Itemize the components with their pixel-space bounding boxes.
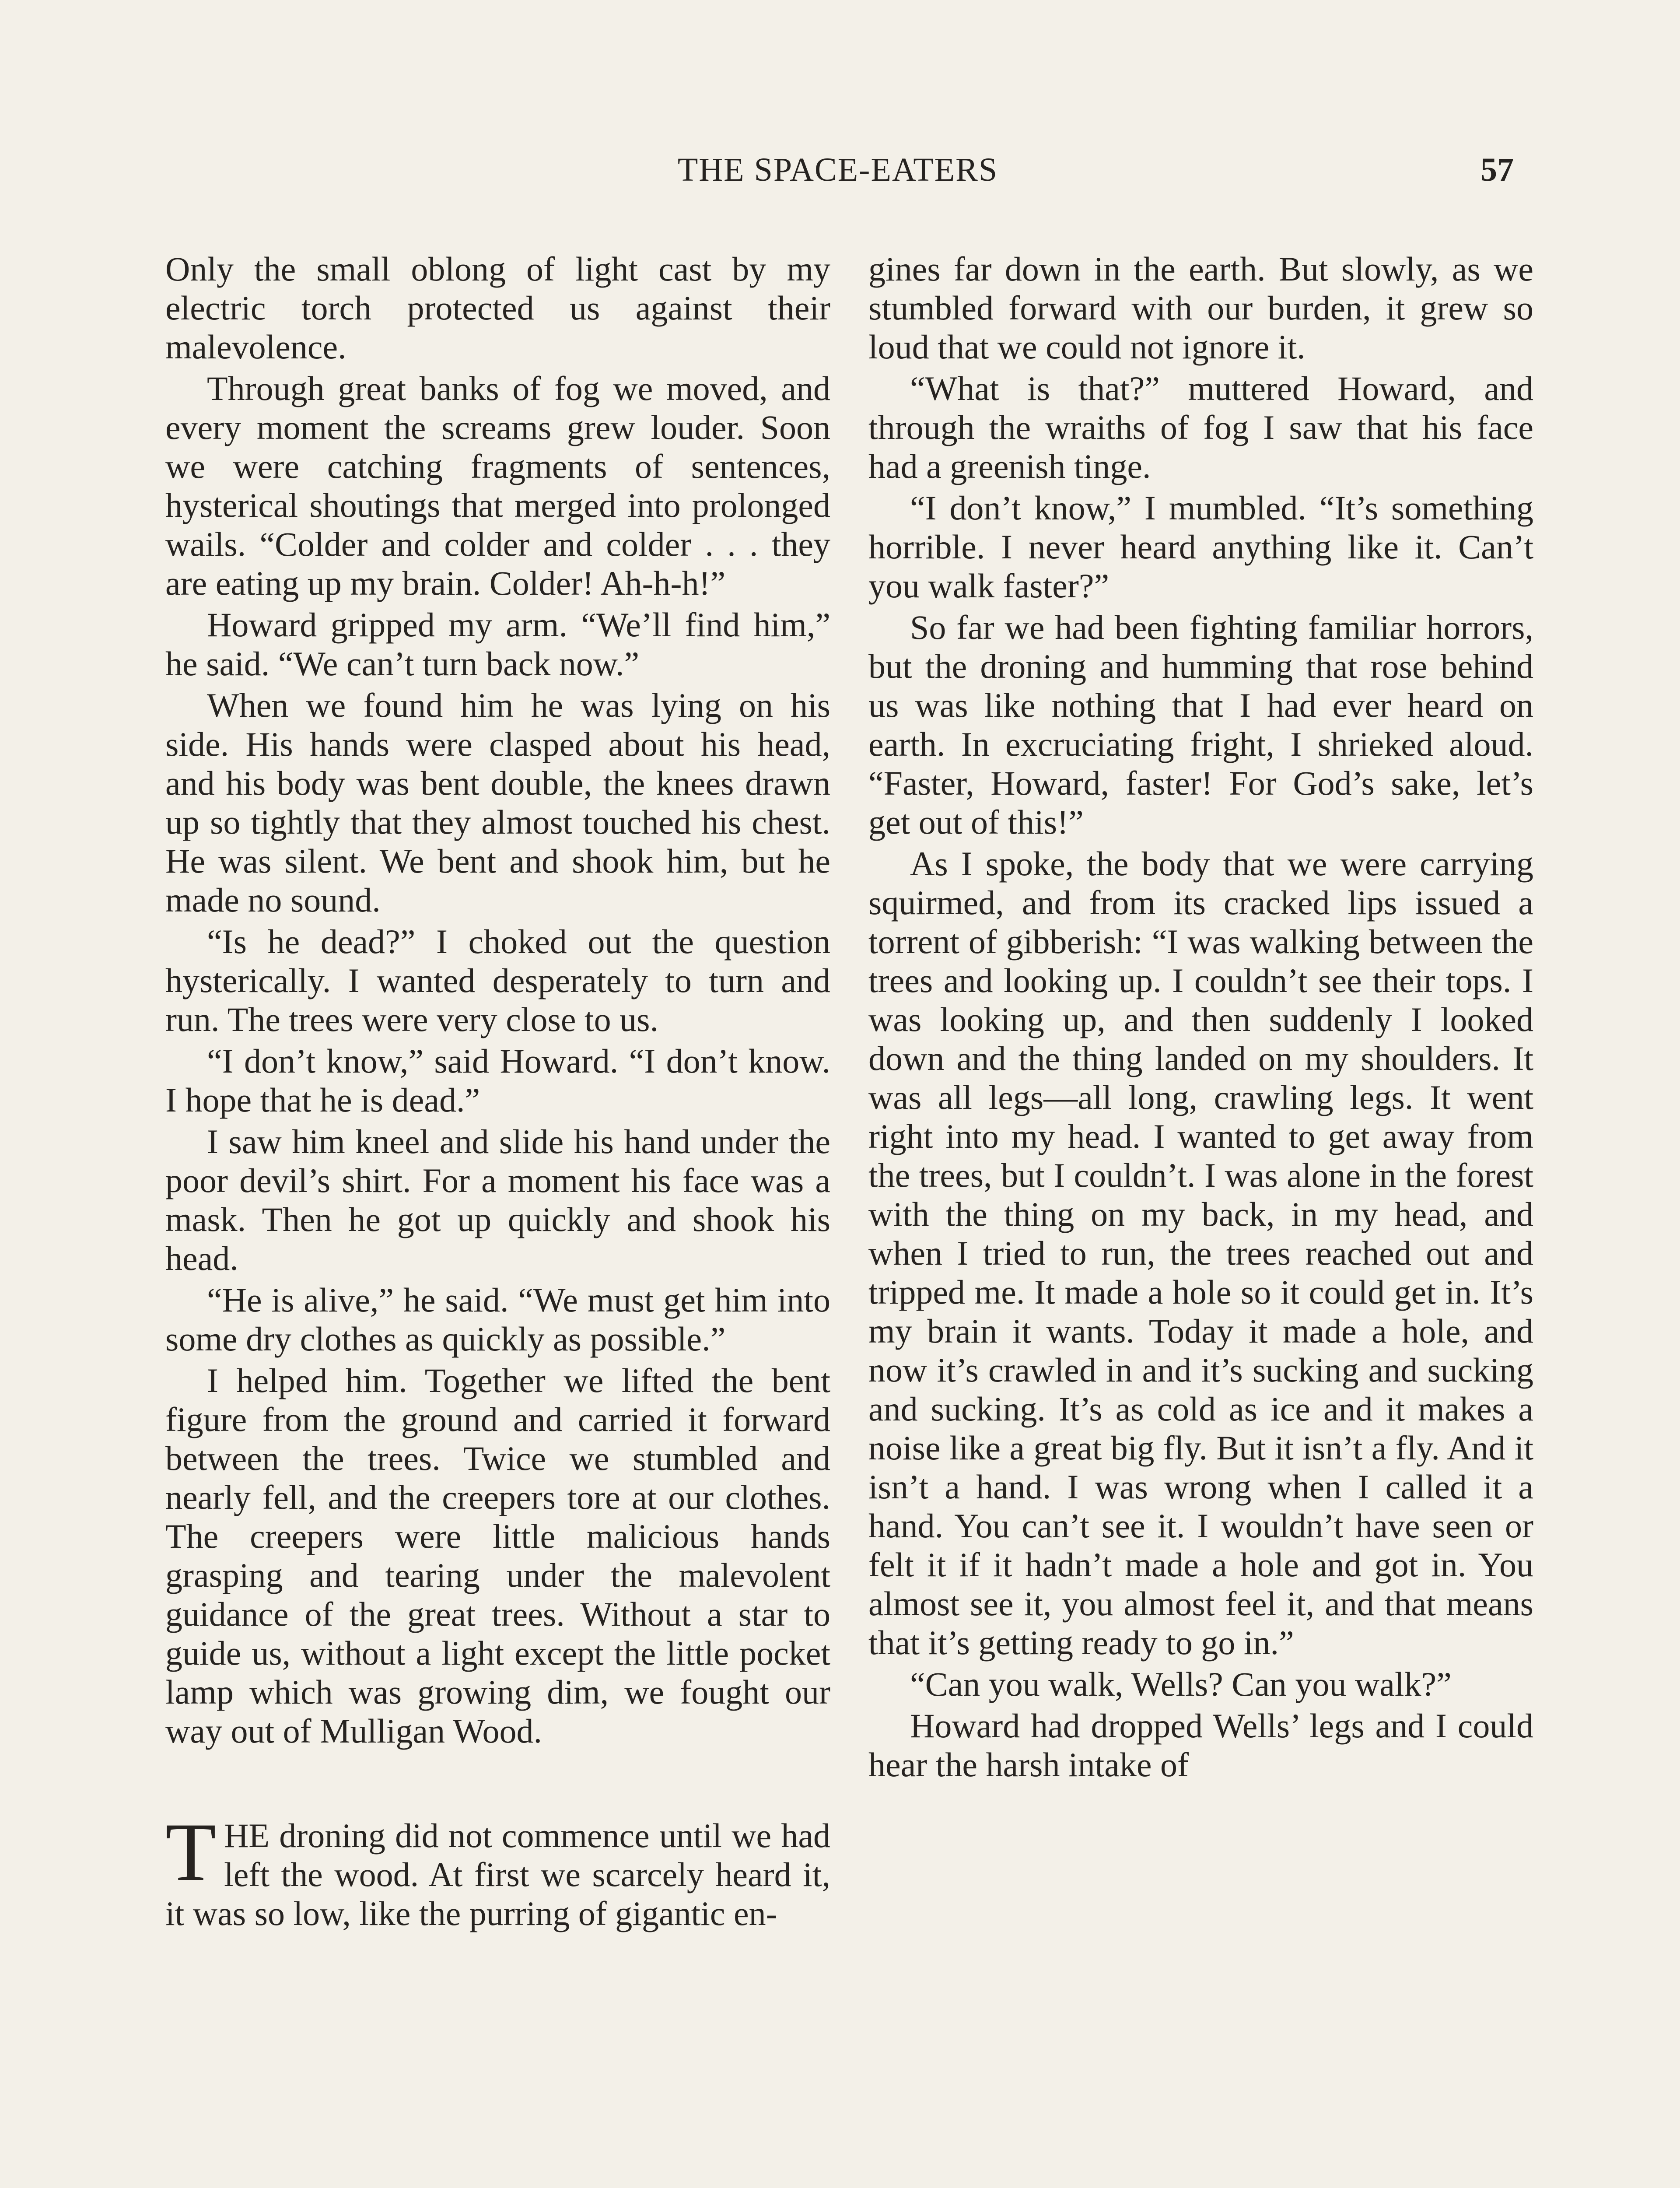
paragraph: Only the small oblong of light cast by my electric torch protected us against their malevolence. xyxy=(165,250,830,366)
drop-cap: T xyxy=(165,1806,217,1898)
paragraph: “What is that?” muttered Howard, and through the wraiths of fog I saw that his face had a greenish tinge. xyxy=(868,369,1533,485)
left-column xyxy=(165,249,830,2188)
paragraph: I helped him. Together we lifted the bent figure from the ground and carried it forward between the trees. Twice we stumbled and nearly fell, and the creepers tore at our clothes. The creepers were little malicious hands grasping and tearing under the malevolent guidance of the great trees. Without a star to guide us, without a light except the little pocket lamp which was growing dim, we fought our way out of Mulligan Wood. xyxy=(165,1361,830,1750)
section-opening-paragraph xyxy=(165,1806,830,1933)
running-head xyxy=(162,151,1514,199)
paragraph: Through great banks of fog we moved, and every moment the screams grew louder. Soon we were catching fragments of sentences, hysterical shoutings that merged into prolonged wails. “Colder and colder and colder . . . they are eating up my brain. Colder! Ah-h-h!” xyxy=(165,369,830,602)
paragraph: I saw him kneel and slide his hand under the poor devil’s shirt. For a moment his face was a mask. Then he got up quickly and shook his head. xyxy=(165,1122,830,1277)
paragraph: Howard had dropped Wells’ legs and I could hear the harsh intake of xyxy=(868,1707,1533,1784)
paragraph: Howard gripped my arm. “We’ll find him,” he said. “We can’t turn back now.” xyxy=(165,606,830,683)
page-number: 57 xyxy=(1480,151,1514,188)
section-opening-text: droning did not commence until we had left the wood. At first we scarcely heard it, it was so low, like the purring of gigantic en- xyxy=(165,1816,830,1932)
running-title: THE SPACE-EATERS xyxy=(677,151,998,188)
right-column xyxy=(868,249,1533,2188)
paragraph: “I don’t know,” said Howard. “I don’t know. I hope that he is dead.” xyxy=(165,1042,830,1119)
small-caps-lead: HE xyxy=(224,1816,270,1855)
paragraph: gines far down in the earth. But slowly, as we stumbled forward with our burden, it grew so loud that we could not ignore it. xyxy=(868,250,1533,366)
paragraph: As I spoke, the body that we were carrying squirmed, and from its cracked lips issued a torrent of gibberish: “I was walking between the trees and looking up. I couldn’t see their tops. I was looking up, and then suddenly I looked down and the thing landed on my shoulders. It was all legs—all long, crawling legs. It went right into my head. I wanted to get away from the trees, but I couldn’t. I was alone in the forest with the thing on my back, in my head, and when I tried to run, the trees reached out and tripped me. It made a hole so it could get in. It’s my brain it wants. Today it made a hole, and now it’s crawled in and it’s sucking and sucking and sucking. It’s as cold as ice and it makes a noise like a great big fly. But it isn’t a fly. And it isn’t a hand. I was wrong when I called it a hand. You can’t see it. I wouldn’t have seen or felt it if it hadn’t made a hole and got in. You almost see it, you almost feel it, and that means that it’s getting ready to go in.” xyxy=(868,845,1533,1662)
paragraph: “He is alive,” he said. “We must get him into some dry clothes as quickly as possible.” xyxy=(165,1281,830,1358)
paragraph: So far we had been fighting familiar horrors, but the droning and humming that rose behind us was like nothing that I had ever heard on earth. In excruciating fright, I shrieked aloud. “Faster, Howard, faster! For God’s sake, let’s get out of this!” xyxy=(868,608,1533,841)
paragraph: “Is he dead?” I choked out the question hysterically. I wanted desperately to turn and run. The trees were very close to us. xyxy=(165,922,830,1038)
paragraph: “Can you walk, Wells? Can you walk?” xyxy=(910,1665,1452,1703)
paragraph: When we found him he was lying on his side. His hands were clasped about his head, and his body was bent double, the knees drawn up so tightly that they almost touched his chest. He was silent. We bent and shook him, but he made no sound. xyxy=(165,686,830,919)
paragraph: “I don’t know,” I mumbled. “It’s something horrible. I never heard anything like it. Can’t you walk faster?” xyxy=(868,489,1533,605)
